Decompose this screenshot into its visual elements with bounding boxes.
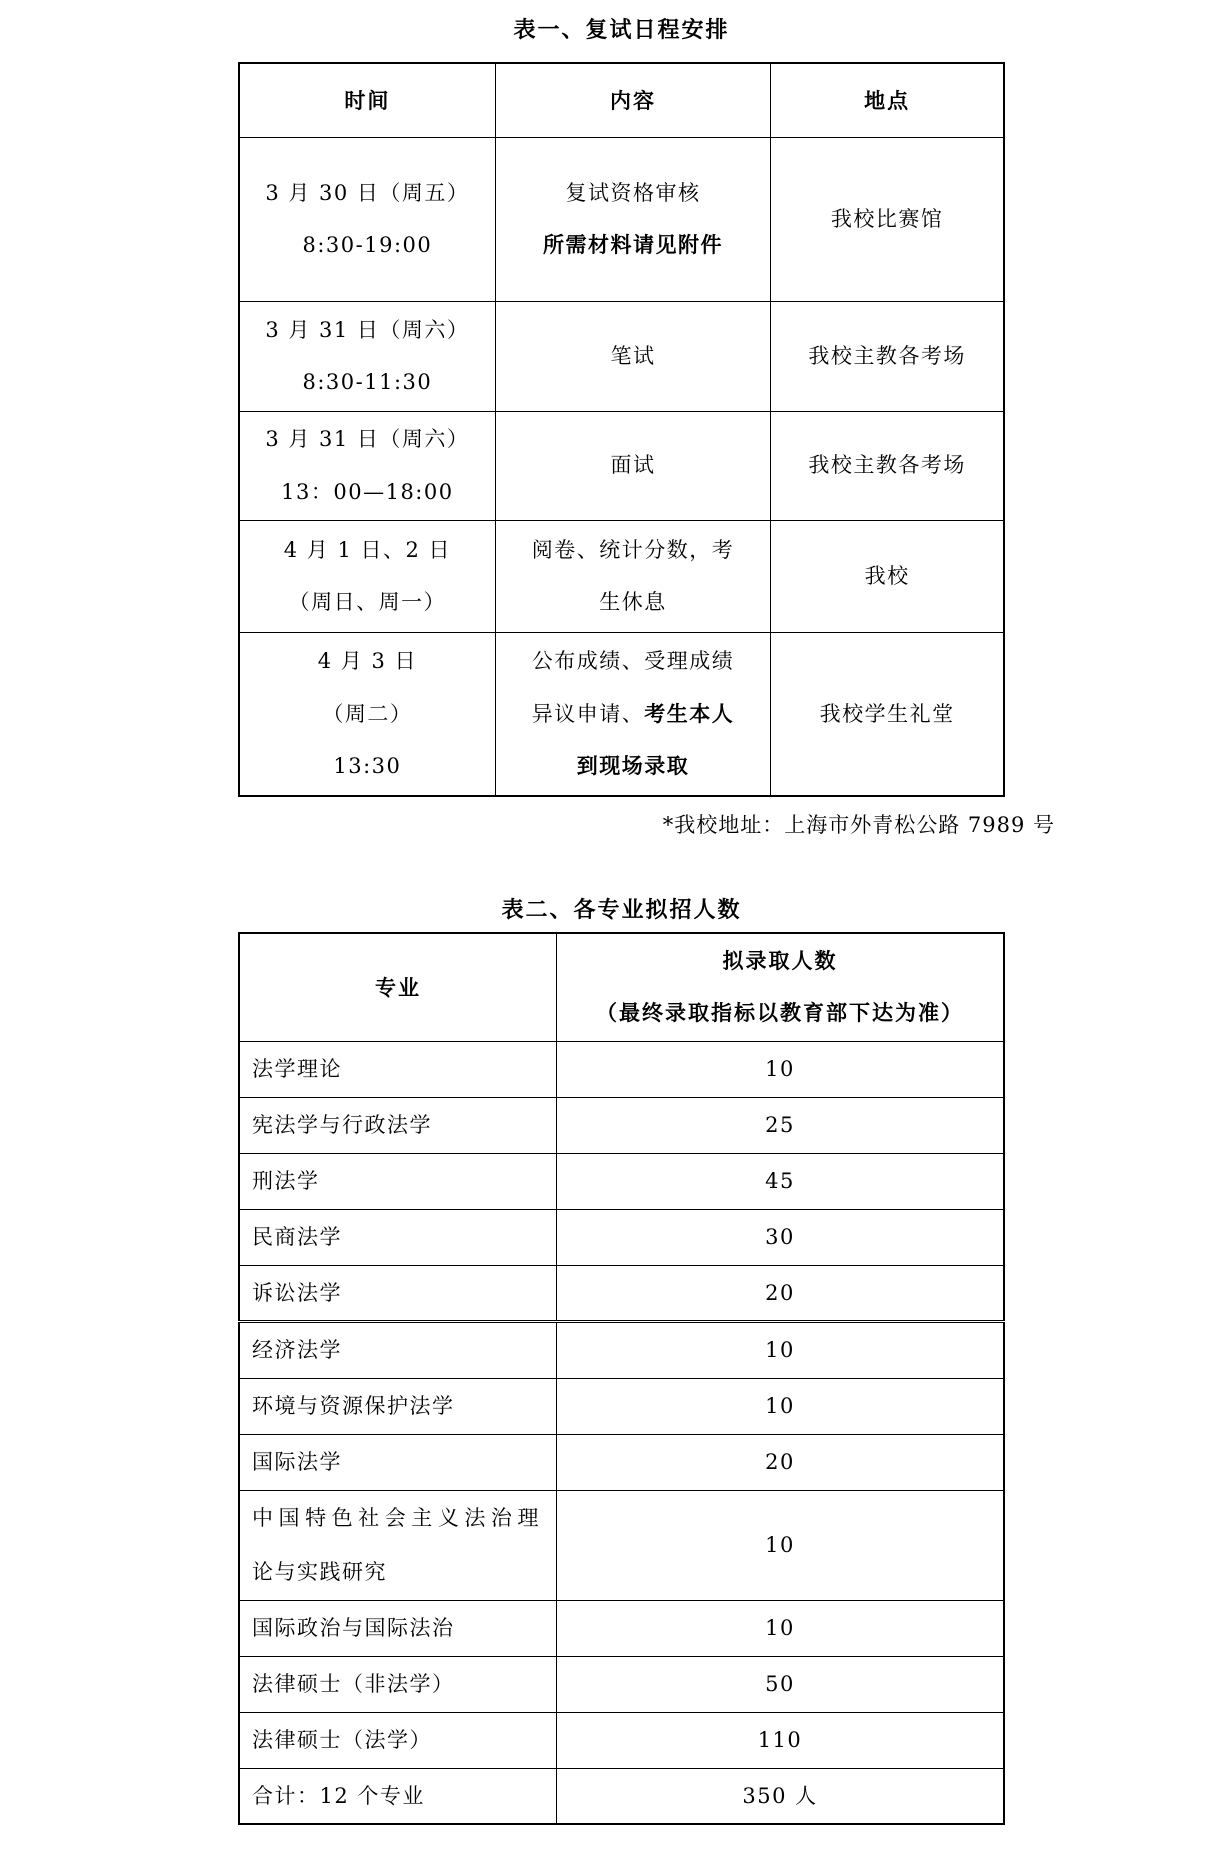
cell-line [252, 1042, 540, 1097]
schedule-cell-content [495, 411, 770, 520]
enrollment-row [239, 1768, 1004, 1824]
cell-line [502, 219, 764, 272]
schedule-header-content: 内容 [495, 63, 770, 137]
text: 8:30-19:00 [302, 233, 433, 257]
schedule-cell-location [771, 520, 1004, 632]
cell-line [563, 1658, 997, 1711]
cell-line [563, 1155, 997, 1208]
enrollment-cell-count [556, 1041, 1004, 1097]
schedule-cell-content [495, 301, 770, 411]
enrollment-cell-count [556, 1656, 1004, 1712]
text: 3 月 30 日（周五） [265, 180, 470, 205]
schedule-row [239, 137, 1004, 301]
enrollment-header-count [556, 933, 1004, 1041]
schedule-cell-time [239, 411, 495, 520]
text: 公布成绩、受理成绩 [531, 649, 735, 673]
schedule-header-row [239, 63, 1004, 137]
schedule-table-body [239, 137, 1004, 796]
cell-line [246, 524, 489, 577]
schedule-cell-content [495, 137, 770, 301]
cell-line [246, 304, 489, 357]
text: （周日、周一） [288, 590, 447, 614]
cell-line [777, 193, 997, 246]
table1-title: 表一、复试日程安排 [513, 17, 730, 43]
enrollment-row [239, 1434, 1004, 1490]
text: （周二） [322, 701, 413, 726]
enrollment-row [239, 1265, 1004, 1322]
enrollment-cell-major [239, 1322, 556, 1379]
cell-line [252, 1210, 540, 1265]
cell-line [246, 466, 489, 519]
enrollment-table [238, 932, 1005, 1825]
schedule-cell-time [239, 520, 495, 632]
cell-line [252, 1713, 540, 1768]
enrollment-cell-major [239, 1378, 556, 1434]
cell-line [252, 1657, 540, 1712]
enrollment-row [239, 1712, 1004, 1768]
document-content [238, 0, 1055, 1825]
cell-line [246, 219, 489, 272]
cell-line [777, 550, 997, 603]
text: 50 [765, 1672, 795, 1697]
enrollment-header-count-line2: （最终录取指标以教育部下达为准） [595, 1000, 964, 1026]
enrollment-row [239, 1209, 1004, 1265]
text: 法律硕士（法学） [252, 1728, 432, 1753]
text: 法学理论 [252, 1056, 342, 1081]
cell-line [246, 167, 489, 220]
enrollment-cell-count [556, 1378, 1004, 1434]
enrollment-cell-count [556, 1768, 1004, 1824]
cell-line [502, 688, 764, 741]
cell-line [563, 1519, 997, 1572]
enrollment-cell-major [239, 1712, 556, 1768]
address-footnote: *我校地址：上海市外青松公路 7989 号 [662, 813, 1055, 837]
text: 经济法学 [252, 1338, 342, 1363]
text: 20 [765, 1280, 795, 1305]
text: 宪法学与行政法学 [252, 1112, 432, 1137]
schedule-cell-location [771, 632, 1004, 796]
enrollment-cell-major [239, 1600, 556, 1656]
cell-line [502, 576, 764, 629]
schedule-row [239, 411, 1004, 520]
enrollment-cell-count [556, 1265, 1004, 1322]
cell-line [563, 1267, 997, 1320]
cell-line [563, 1099, 997, 1152]
cell-line [252, 1435, 540, 1490]
enrollment-cell-count [556, 1434, 1004, 1490]
text: 刑法学 [252, 1168, 320, 1193]
enrollment-cell-major [239, 1434, 556, 1490]
schedule-cell-content [495, 632, 770, 796]
text: 25 [765, 1112, 795, 1137]
text: 20 [765, 1449, 795, 1474]
cell-line [246, 413, 489, 466]
enrollment-row [239, 1656, 1004, 1712]
table2-title: 表二、各专业拟招人数 [501, 897, 742, 923]
text: 110 [757, 1728, 803, 1753]
cell-line [252, 1154, 540, 1209]
cell-line [777, 330, 997, 383]
cell-line [252, 1769, 540, 1824]
text: 4 月 3 日 [317, 649, 417, 673]
text: 10 [765, 1393, 795, 1418]
text: 笔试 [610, 343, 656, 368]
enrollment-cell-count [556, 1209, 1004, 1265]
enrollment-cell-count [556, 1712, 1004, 1768]
text: 诉讼法学 [252, 1280, 342, 1305]
schedule-cell-location [771, 301, 1004, 411]
schedule-cell-content [495, 520, 770, 632]
text: 8:30-11:30 [302, 370, 433, 394]
schedule-header-location: 地点 [771, 63, 1004, 137]
cell-line [252, 1323, 540, 1378]
text: 10 [765, 1338, 795, 1363]
enrollment-cell-major [239, 1265, 556, 1322]
text: 我校学生礼堂 [819, 701, 955, 726]
text: 合计：12 个专业 [252, 1783, 425, 1808]
schedule-cell-location [771, 137, 1004, 301]
text: 阅卷、统计分数，考 [531, 537, 735, 562]
cell-line [502, 330, 764, 383]
schedule-row [239, 632, 1004, 796]
enrollment-cell-major [239, 1656, 556, 1712]
cell-line [563, 1211, 997, 1264]
text: 13：00—18:00 [281, 479, 454, 504]
enrollment-row [239, 1097, 1004, 1153]
text: 4 月 1 日、2 日 [283, 537, 452, 562]
enrollment-row [239, 1322, 1004, 1379]
schedule-cell-time [239, 632, 495, 796]
enrollment-row [239, 1490, 1004, 1600]
text: 面试 [610, 453, 656, 478]
text: 国际法学 [252, 1449, 342, 1474]
enrollment-cell-count [556, 1600, 1004, 1656]
cell-line [246, 576, 489, 629]
text: 13:30 [333, 754, 402, 778]
enrollment-cell-count [556, 1322, 1004, 1379]
bold-text: 考生本人 [644, 700, 735, 726]
text: 中国特色社会主义法治理 [252, 1505, 540, 1530]
schedule-row [239, 301, 1004, 411]
enrollment-header-count-line1: 拟录取人数 [722, 947, 838, 973]
enrollment-header-major: 专业 [239, 933, 556, 1041]
enrollment-cell-major [239, 1768, 556, 1824]
cell-line [563, 1324, 997, 1377]
enrollment-header-row [239, 933, 1004, 1041]
cell-line [563, 1714, 997, 1767]
cell-line [563, 1380, 997, 1433]
text: 国际政治与国际法治 [252, 1616, 455, 1641]
enrollment-row [239, 1041, 1004, 1097]
schedule-cell-location [771, 411, 1004, 520]
cell-line [563, 1043, 997, 1096]
schedule-header-time: 时间 [239, 63, 495, 137]
cell-line [246, 688, 489, 741]
cell-line [252, 1545, 540, 1600]
enrollment-cell-count [556, 1490, 1004, 1600]
cell-line [777, 688, 997, 741]
text: 民商法学 [252, 1224, 342, 1249]
text: 生休息 [599, 590, 667, 614]
schedule-table [238, 62, 1005, 797]
bold-text: 所需材料请见附件 [542, 232, 723, 257]
text: 我校主教各考场 [808, 453, 966, 478]
cell-line [563, 1602, 997, 1655]
text: 10 [765, 1533, 795, 1558]
text: 350 人 [742, 1783, 818, 1808]
cell-line [563, 1436, 997, 1489]
text: 异议申请、 [531, 701, 645, 726]
cell-line [252, 1098, 540, 1153]
text: 我校比赛馆 [830, 206, 944, 231]
enrollment-row [239, 1153, 1004, 1209]
cell-line [252, 1491, 540, 1546]
cell-line [252, 1601, 540, 1656]
cell-line [563, 1770, 997, 1823]
enrollment-cell-count [556, 1153, 1004, 1209]
enrollment-cell-major [239, 1041, 556, 1097]
schedule-cell-time [239, 301, 495, 411]
cell-line [502, 167, 764, 220]
text: 论与实践研究 [252, 1560, 387, 1585]
enrollment-cell-major [239, 1490, 556, 1600]
schedule-row [239, 520, 1004, 632]
cell-line [502, 740, 764, 793]
text: 环境与资源保护法学 [252, 1393, 455, 1418]
cell-line [246, 740, 489, 793]
enrollment-row [239, 1378, 1004, 1434]
enrollment-cell-count [556, 1097, 1004, 1153]
cell-line [252, 1266, 540, 1321]
enrollment-row [239, 1600, 1004, 1656]
cell-line [777, 439, 997, 492]
schedule-cell-time [239, 137, 495, 301]
enrollment-cell-major [239, 1153, 556, 1209]
text: 45 [765, 1168, 795, 1193]
cell-line [252, 1379, 540, 1434]
cell-line [502, 524, 764, 577]
text: 法律硕士（非法学） [252, 1672, 455, 1697]
text: 我校主教各考场 [808, 343, 966, 368]
text: 10 [765, 1616, 795, 1641]
cell-line [246, 635, 489, 688]
cell-line [502, 635, 764, 688]
cell-line [246, 356, 489, 409]
enrollment-cell-major [239, 1209, 556, 1265]
text: 我校 [864, 563, 910, 588]
cell-line [502, 439, 764, 492]
enrollment-table-body [239, 1041, 1004, 1824]
text: 复试资格审核 [565, 180, 701, 205]
enrollment-cell-major [239, 1097, 556, 1153]
text: 3 月 31 日（周六） [265, 427, 470, 451]
text: 30 [765, 1224, 795, 1249]
text: 3 月 31 日（周六） [265, 317, 470, 342]
text: 10 [765, 1056, 795, 1081]
bold-text: 到现场录取 [576, 753, 690, 778]
